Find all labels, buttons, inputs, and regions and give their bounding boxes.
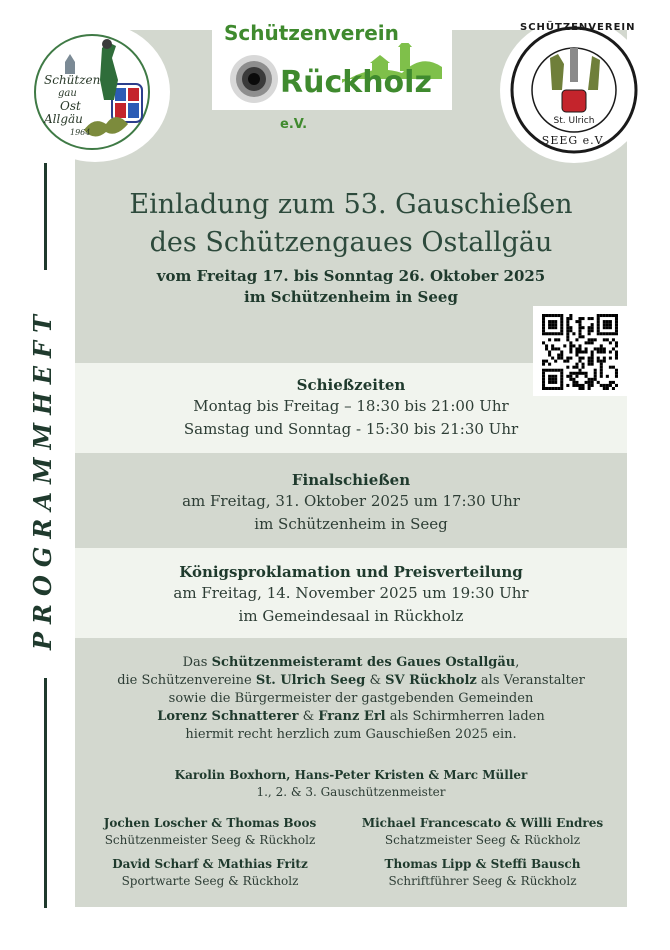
logo-right-top: SCHÜTZENVEREIN bbox=[520, 22, 636, 33]
schiesszeiten-line1: Montag bis Freitag – 18:30 bis 21:00 Uhr bbox=[193, 397, 509, 415]
gau-names: Karolin Boxhorn, Hans-Peter Kristen & Marc Müller bbox=[174, 768, 528, 782]
schiesszeiten-title: Schießzeiten bbox=[296, 376, 406, 394]
logo-center-line2: Rückholz bbox=[280, 65, 432, 100]
koenig-line1: am Freitag, 14. November 2025 um 19:30 Uhr bbox=[173, 584, 529, 602]
logo-left-line4: Allgäu bbox=[44, 112, 83, 126]
official-1-role: Schützenmeister Seeg & Rückholz bbox=[104, 833, 316, 847]
inv-p2a: die Schützenvereine bbox=[117, 673, 256, 688]
finale-title: Finalschießen bbox=[291, 471, 411, 489]
koenig-title: Königsproklamation und Preisverteilung bbox=[179, 563, 523, 581]
logo-right-bottom: SEEG e.V. bbox=[541, 134, 607, 147]
gau-role: 1., 2. & 3. Gauschützenmeister bbox=[256, 785, 446, 799]
official-4-names: Thomas Lipp & Steffi Bausch bbox=[384, 857, 581, 871]
official-block-3 bbox=[90, 856, 330, 890]
finale-line2: im Schützenheim in Seeg bbox=[254, 515, 448, 533]
logo-center-line1: Schützenverein bbox=[224, 21, 399, 45]
st-ulrich-logo bbox=[500, 18, 648, 163]
inv-p1b: Schützenmeisteramt des Gaues Ostallgäu bbox=[211, 655, 516, 670]
date-line: vom Freitag 17. bis Sonntag 26. Oktober 2025 bbox=[156, 267, 546, 285]
official-block-2 bbox=[355, 815, 610, 849]
logo-center-line2-wrap bbox=[280, 65, 452, 143]
koenig-line2: im Gemeindesaal in Rückholz bbox=[238, 607, 464, 625]
title-line2: des Schützengaues Ostallgäu bbox=[149, 227, 553, 258]
inv-p4b: & bbox=[298, 709, 319, 724]
inv-p4c: Franz Erl bbox=[318, 709, 386, 724]
side-line-bottom bbox=[44, 678, 47, 908]
invitation-line5: hiermit recht herzlich zum Gauschießen 2025 ein. bbox=[185, 727, 517, 742]
finale-line1: am Freitag, 31. Oktober 2025 um 17:30 Uhr bbox=[182, 492, 520, 510]
side-line-top bbox=[44, 163, 47, 270]
schiesszeiten-line2: Samstag und Sonntag - 15:30 bis 21:30 Uhr bbox=[183, 420, 519, 438]
schiesszeiten-section bbox=[75, 375, 627, 441]
title-line1: Einladung zum 53. Gauschießen bbox=[129, 189, 573, 220]
official-3-names: David Scharf & Mathias Fritz bbox=[112, 857, 308, 871]
finale-section bbox=[75, 470, 627, 536]
official-2-role: Schatzmeister Seeg & Rückholz bbox=[384, 833, 581, 847]
official-1-names: Jochen Loscher & Thomas Boos bbox=[103, 816, 317, 830]
invitation-line2 bbox=[75, 672, 627, 690]
inv-p1c: , bbox=[515, 655, 520, 670]
logo-left-year: 1964 bbox=[70, 128, 91, 137]
koenig-section bbox=[75, 562, 627, 628]
invitation-text bbox=[75, 654, 627, 744]
official-block-4 bbox=[355, 856, 610, 890]
official-3-role: Sportwarte Seeg & Rückholz bbox=[121, 874, 299, 888]
inv-p2d: SV Rückholz bbox=[385, 673, 477, 688]
official-4-role: Schriftführer Seeg & Rückholz bbox=[388, 874, 577, 888]
inv-p4a: Lorenz Schnatterer bbox=[157, 709, 299, 724]
gau-officials bbox=[75, 767, 627, 801]
inv-p4d: als Schirmherren laden bbox=[385, 709, 545, 724]
inv-p1a: Das bbox=[182, 655, 212, 670]
logo-center-suffix: e.V. bbox=[280, 117, 308, 132]
side-label: PROGRAMMHEFT bbox=[28, 307, 57, 650]
rueckholz-logo bbox=[212, 17, 452, 132]
logo-left-line2: gau bbox=[58, 88, 77, 99]
schuetzengau-logo-text bbox=[44, 73, 101, 139]
schuetzengau-emblem-icon bbox=[20, 22, 170, 162]
invitation-line3: sowie die Bürgermeister der gastgebenden Gemeinden bbox=[168, 691, 534, 706]
logo-right-mid: St. Ulrich bbox=[553, 116, 595, 126]
logo-left-line3: Ost bbox=[60, 99, 81, 113]
official-2-names: Michael Francescato & Willi Endres bbox=[361, 816, 604, 830]
official-block-1 bbox=[90, 815, 330, 849]
inv-p2e: als Veranstalter bbox=[476, 673, 585, 688]
invitation-line1 bbox=[75, 654, 627, 672]
invitation-line4 bbox=[75, 708, 627, 726]
logo-left-line1: Schützen bbox=[44, 73, 101, 87]
place-line: im Schützenheim in Seeg bbox=[244, 288, 458, 306]
inv-p2c: & bbox=[365, 673, 386, 688]
inv-p2b: St. Ulrich Seeg bbox=[255, 673, 366, 688]
schuetzengau-logo bbox=[20, 22, 170, 162]
header bbox=[75, 186, 627, 308]
